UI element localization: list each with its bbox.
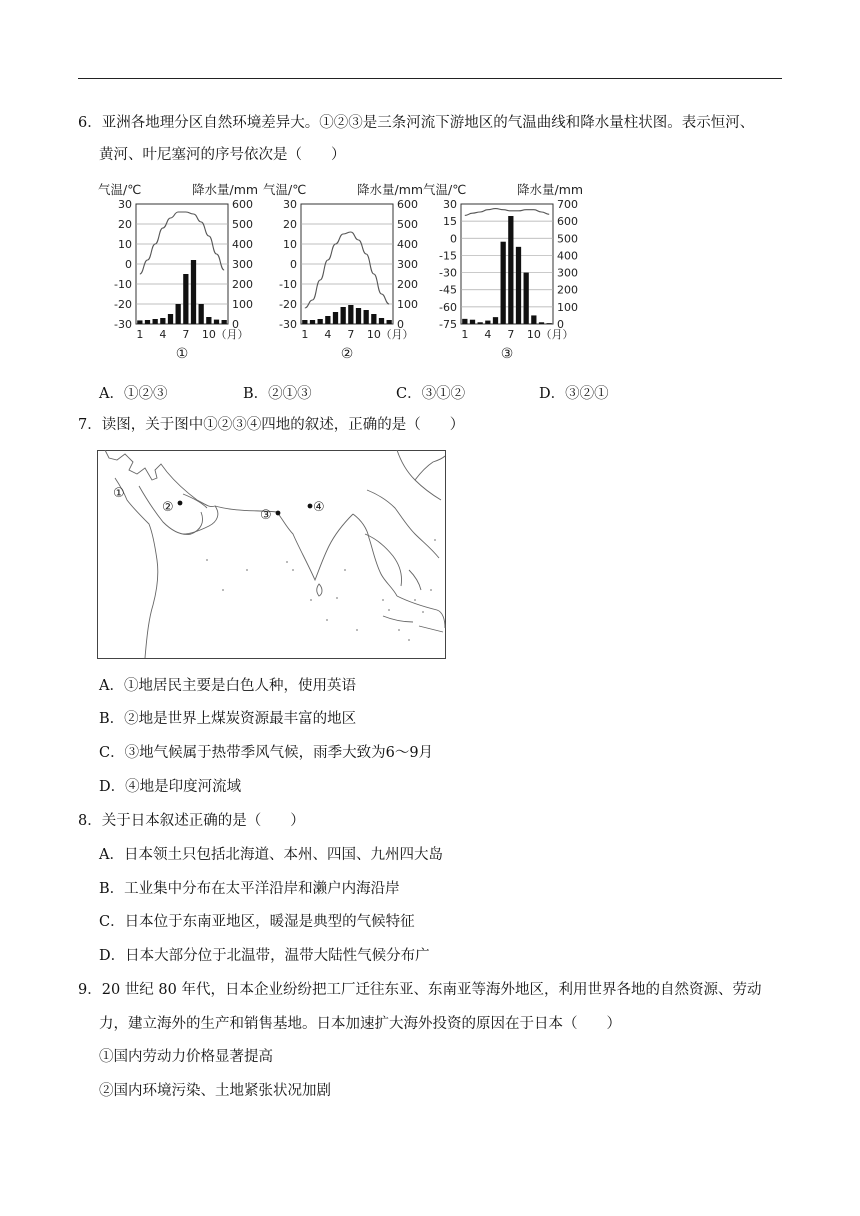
q6-stem-line2: 黄河、叶尼塞河的序号依次是（ ） (99, 147, 346, 163)
map-label-1: ① (113, 486, 125, 501)
x-tick-label: 1 (136, 328, 144, 341)
precip-tick-label: 300 (557, 266, 578, 280)
precip-bar (160, 318, 165, 324)
q9-stem-line2: 力，建立海外的生产和销售基地。日本加速扩大海外投资的原因在于日本（ ） (99, 1016, 621, 1032)
header-rule (78, 78, 782, 79)
right-axis-title: 降水量/mm (357, 182, 424, 197)
precip-bar (318, 319, 323, 324)
precip-bar (462, 319, 467, 324)
precip-bar (539, 322, 544, 324)
precip-bar (206, 317, 211, 324)
panel-label: ③ (500, 346, 514, 362)
x-unit-label: （月） (540, 328, 574, 341)
panel-label: ② (340, 346, 354, 362)
plot-frame (461, 204, 553, 324)
temp-tick-label: 30 (118, 198, 132, 211)
q8-stem: 8．关于日本叙述正确的是（ ） (78, 813, 305, 829)
temp-tick-label: -20 (279, 298, 297, 311)
precip-tick-label: 600 (397, 198, 418, 211)
precip-bar (183, 274, 188, 324)
temp-tick-label: 20 (118, 218, 132, 231)
temp-tick-label: 0 (290, 258, 297, 271)
precip-bar (333, 312, 338, 324)
precip-bar (478, 322, 483, 324)
precip-tick-label: 0 (397, 318, 404, 331)
climate-charts-figure (96, 178, 596, 370)
precip-bar (501, 242, 506, 324)
precip-bar (524, 273, 529, 324)
temp-tick-label: 0 (450, 232, 457, 246)
x-tick-label: 1 (301, 328, 309, 341)
precip-bar (485, 321, 490, 324)
precip-tick-label: 100 (232, 298, 253, 311)
q7-option-a[interactable]: A．①地居民主要是白色人种，使用英语 (99, 678, 356, 694)
climate-chart-2 (263, 182, 423, 362)
map-label-4: ④ (313, 500, 325, 515)
temp-tick-label: 20 (283, 218, 297, 231)
precip-tick-label: 300 (397, 258, 418, 271)
q8-option-b[interactable]: B．工业集中分布在太平洋沿岸和濑户内海沿岸 (99, 881, 400, 897)
precip-bar (516, 247, 521, 324)
x-tick-label: 1 (461, 328, 469, 341)
temp-tick-label: -10 (114, 278, 132, 291)
temperature-curve (305, 232, 389, 308)
precip-bar (470, 320, 475, 324)
temp-tick-label: -30 (279, 318, 297, 331)
map-label-2: ② (162, 500, 174, 515)
panel-label: ① (175, 346, 189, 362)
precip-bar (191, 260, 196, 324)
precip-tick-label: 300 (232, 258, 253, 271)
temp-tick-label: -15 (439, 249, 457, 263)
climate-chart-3 (423, 182, 583, 362)
temp-tick-label: -60 (439, 300, 457, 314)
precip-tick-label: 500 (232, 218, 253, 231)
precip-bar (199, 304, 204, 324)
precip-bar (371, 314, 376, 324)
precip-tick-label: 100 (557, 300, 578, 314)
precip-bar (348, 305, 353, 324)
q8-option-d[interactable]: D．日本大部分位于北温带，温带大陆性气候分布广 (99, 948, 430, 964)
q9-item-2: ②国内环境污染、土地紧张状况加剧 (99, 1083, 331, 1099)
left-axis-title: 气温/℃ (263, 182, 307, 197)
precip-bar (222, 320, 227, 324)
precip-bar (302, 320, 307, 324)
q6-option-b[interactable]: B．②①③ (243, 386, 312, 402)
q7-option-d[interactable]: D．④地是印度河流域 (99, 779, 242, 795)
x-unit-label: （月） (215, 328, 249, 341)
map-label-3: ③ (260, 508, 272, 523)
precip-tick-label: 100 (397, 298, 418, 311)
precip-tick-label: 0 (557, 318, 564, 331)
precip-tick-label: 600 (232, 198, 253, 211)
left-axis-title: 气温/℃ (423, 182, 467, 197)
temp-tick-label: -45 (439, 283, 457, 297)
right-axis-title: 降水量/mm (517, 182, 584, 197)
temp-tick-label: 30 (443, 198, 457, 211)
temp-tick-label: 10 (283, 238, 297, 251)
x-unit-label: （月） (380, 328, 414, 341)
x-tick-label: 10 (201, 328, 216, 341)
precip-bar (508, 216, 513, 324)
precip-bar (310, 320, 315, 324)
precip-bar (531, 315, 536, 324)
asia-map (97, 450, 446, 659)
q6-stem-line1: 6．亚洲各地理分区自然环境差异大。①②③是三条河流下游地区的气温曲线和降水量柱状图。表示恒河、 (78, 115, 755, 131)
precip-tick-label: 600 (557, 215, 578, 229)
x-tick-label: 10 (526, 328, 541, 341)
x-tick-label: 7 (347, 328, 355, 341)
q6-option-a[interactable]: A．①②③ (99, 386, 168, 402)
q7-option-c[interactable]: C．③地气候属于热带季风气候，雨季大致为6～9月 (99, 745, 434, 761)
temp-tick-label: 15 (443, 215, 457, 229)
x-tick-label: 4 (324, 328, 332, 341)
climate-chart-1 (98, 182, 258, 362)
precip-tick-label: 500 (397, 218, 418, 231)
precip-tick-label: 200 (557, 283, 578, 297)
x-tick-label: 7 (182, 328, 190, 341)
x-tick-label: 4 (159, 328, 167, 341)
q7-option-b[interactable]: B．②地是世界上煤炭资源最丰富的地区 (99, 711, 357, 727)
precip-bar (387, 320, 392, 324)
temp-tick-label: -20 (114, 298, 132, 311)
x-tick-label: 4 (484, 328, 492, 341)
precip-bar (176, 304, 181, 324)
q8-option-c[interactable]: C．日本位于东南亚地区，暖湿是典型的气候特征 (99, 914, 415, 930)
precip-tick-label: 500 (557, 232, 578, 246)
temp-tick-label: -30 (114, 318, 132, 331)
precip-tick-label: 400 (232, 238, 253, 251)
q6-option-c[interactable]: C．③①② (396, 386, 466, 402)
q9-item-1: ①国内劳动力价格显著提高 (99, 1049, 273, 1065)
precip-bar (547, 323, 552, 324)
precip-tick-label: 200 (232, 278, 253, 291)
temperature-curve (465, 209, 549, 216)
x-tick-label: 10 (366, 328, 381, 341)
precip-tick-label: 0 (232, 318, 239, 331)
precip-tick-label: 400 (557, 249, 578, 263)
precip-bar (364, 310, 369, 324)
precip-bar (356, 308, 361, 324)
precip-tick-label: 200 (397, 278, 418, 291)
precip-bar (153, 319, 158, 324)
q6-option-d[interactable]: D．③②① (539, 386, 609, 402)
precip-tick-label: 700 (557, 198, 578, 211)
left-axis-title: 气温/℃ (98, 182, 142, 197)
precip-bar (168, 314, 173, 324)
precip-bar (341, 307, 346, 324)
temp-tick-label: 30 (283, 198, 297, 211)
temperature-curve (140, 212, 224, 274)
q7-stem: 7．读图，关于图中①②③④四地的叙述，正确的是（ ） (78, 417, 465, 433)
temp-tick-label: -30 (439, 266, 457, 280)
precip-bar (214, 320, 219, 324)
temp-tick-label: 0 (125, 258, 132, 271)
temp-tick-label: -10 (279, 278, 297, 291)
precip-bar (379, 318, 384, 324)
precip-tick-label: 400 (397, 238, 418, 251)
precip-bar (137, 320, 142, 324)
q8-option-a[interactable]: A．日本领土只包括北海道、本州、四国、九州四大岛 (99, 847, 443, 863)
x-tick-label: 7 (507, 328, 515, 341)
precip-bar (493, 317, 498, 324)
temp-tick-label: -75 (439, 318, 457, 331)
precip-bar (325, 316, 330, 324)
q9-stem-line1: 9．20 世纪 80 年代，日本企业纷纷把工厂迁往东亚、东南亚等海外地区，利用世界各地的自然资源、劳动 (78, 982, 762, 998)
temp-tick-label: 10 (118, 238, 132, 251)
right-axis-title: 降水量/mm (192, 182, 259, 197)
precip-bar (145, 320, 150, 324)
